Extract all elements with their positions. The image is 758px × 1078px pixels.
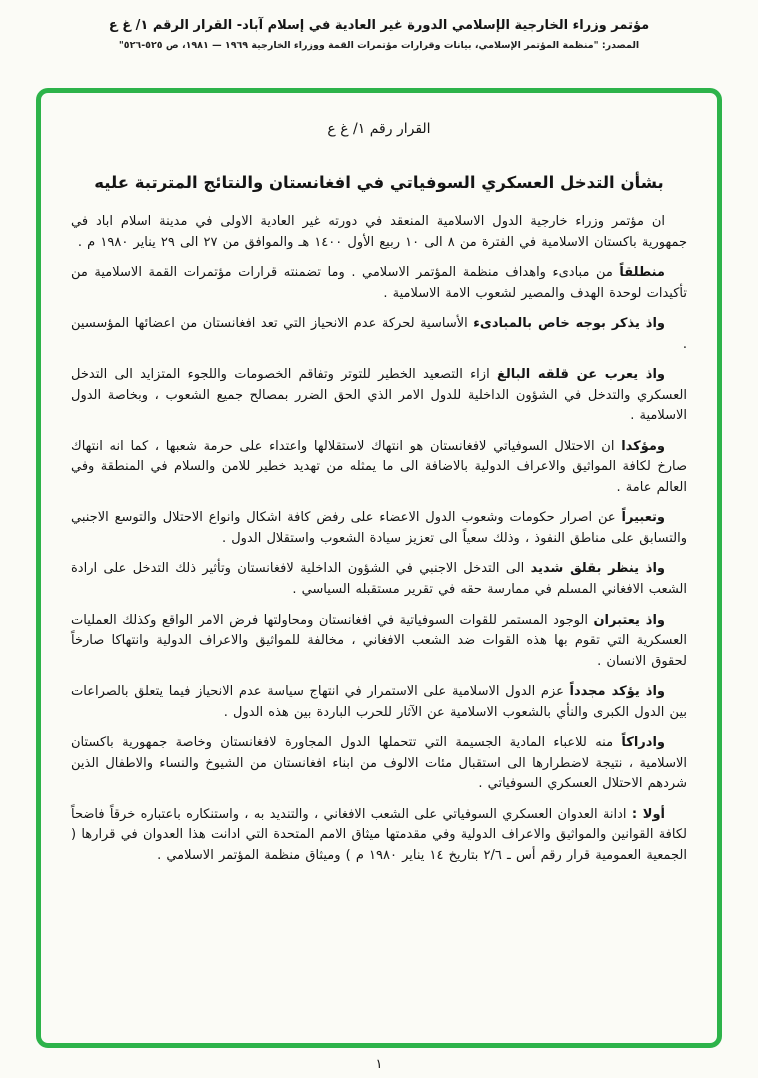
page-header <box>0 0 758 51</box>
paragraph-lead: واذ يؤكد مجدداً <box>569 684 665 700</box>
paragraph <box>71 805 687 867</box>
page-footer <box>0 1057 758 1072</box>
paragraph <box>71 212 687 253</box>
paragraph <box>71 682 687 723</box>
paragraph <box>71 508 687 549</box>
paragraph-lead: واذ يعتبران <box>593 612 665 628</box>
page-number: ١ <box>375 1057 383 1072</box>
document-title: بشأن التدخل العسكري السوفياتي في افغانستان والنتائج المترتبة عليه <box>94 173 664 192</box>
paragraph <box>71 263 687 304</box>
paragraph-lead: واذ ينظر بقلق شديد <box>530 561 665 577</box>
paragraph-text: من مبادىء واهداف منظمة المؤتمر الاسلامي . وما تضمنته قرارات مؤتمرات القمة الاسلامية من تأكيدات لوحدة الهدف والمصير لشعوب الامة الاسلامية . <box>71 265 687 301</box>
resolution-number: القرار رقم ١/ غ ع <box>327 121 431 137</box>
paragraph <box>71 365 687 427</box>
paragraph-text: عزم الدول الاسلامية على الاستمرار في انتهاج سياسة عدم الانحياز فيما يتعلق بالصراعات بين الدول الكبرى والنأي بالشعوب الاسلامية عن الآثار للحرب الباردة بين هذه الدول . <box>71 684 687 720</box>
header-title: مؤتمر وزراء الخارجية الإسلامي الدورة غير العادية في إسلام آباد- القرار الرقم ١/ غ ع <box>108 18 650 33</box>
paragraph <box>71 733 687 795</box>
paragraph-text: ان الاحتلال السوفياتي لافغانستان هو انتهاك لاستقلالها واعتداء على حرمة شعبها ، كما انه انتهاك صارخ لكافة المواثيق والاعراف الدولية بالاضافة الى ما يمثله من تهديد خطير للامن والسلام في المنطقة وفي العالم عامة . <box>71 438 687 495</box>
paragraph-lead: أولا : <box>631 806 665 822</box>
paragraph-text: الوجود المستمر للقوات السوفياتية في افغانستان ومحاولتها فرض الامر الواقع وكذلك العمليات العسكرية التي تقوم بها هذه القوات ضد الشعب الافغاني ، مخالفة للمواثيق والاعراف الدولية وانتهاكا صارخاً لحقوق الانسان . <box>71 612 687 669</box>
paragraph-lead: واذ يعرب عن قلقه البالغ <box>496 367 666 383</box>
paragraph-lead: واذ يذكر بوجه خاص بالمبادىء <box>473 316 665 332</box>
document-frame <box>36 88 722 1048</box>
paragraph-text: ازاء التصعيد الخطير للتوتر وتفاقم الخصومات واللجوء المتزايد الى التدخل العسكري والتدخل في الشؤون الداخلية للدول الامر الذي الحق الضرر بمصالح جميع الشعوب ، وبخاصة الدول الاسلامية . <box>71 367 687 424</box>
paragraph <box>71 611 687 673</box>
paragraph-lead: ومؤكدا <box>621 438 665 454</box>
document-body <box>71 212 687 866</box>
paragraph-lead: وادراكاً <box>621 735 665 751</box>
paragraph <box>71 314 687 355</box>
paragraph-text: منه للاعباء المادية الجسيمة التي تتحملها الدول المجاورة لافغانستان وخاصة جمهورية باكستان الاسلامية ، نتيجة لاضطرارها الى استقبال مئات الالوف من ابناء افغانستان من الشيوخ والنساء والاطفال الذين شردهم الاحتلال العسكري السوفياتي . <box>71 735 687 792</box>
paragraph-text: الأساسية لحركة عدم الانحياز التي تعد افغانستان من اعضائها المؤسسين . <box>71 316 687 352</box>
paragraph-text: ان مؤتمر وزراء خارجية الدول الاسلامية المنعقد في دورته غير العادية الاولى في مدينة اسلام اباد في جمهورية باكستان الاسلامية في الفترة من ٨ الى ١٠ ربيع الأول ١٤٠٠ هـ والموافق من ٢٧ الى ٢٩ يناير ١٩٨٠ م . <box>71 214 687 250</box>
paragraph-lead: وتعبيراً <box>621 510 665 526</box>
paragraph-text: ادانة العدوان العسكري السوفياتي على الشعب الافغاني ، والتنديد به ، واستنكاره باعتباره خرقاً فاضحاً لكافة القوانين والمواثيق والاعراف الدولية وفي مقدمتها ميثاق الامم المتحدة التي ادانت هذا العدوان في قرارها ( الجمعية العمومية قرار رقم أس ـ ٢/٦ بتاريخ ١٤ يناير ١٩٨٠ م ) وميثاق منظمة المؤتمر الاسلامي . <box>71 806 687 863</box>
paragraph-lead: منطلقاً <box>619 265 665 281</box>
paragraph-text: الى التدخل الاجنبي في الشؤون الداخلية لافغانستان وتأثير ذلك التدخل على ارادة الشعب الافغاني المسلم في ممارسة حقه في تقرير مستقبله السياسي . <box>71 561 687 597</box>
header-source: المصدر: "منظمة المؤتمر الإسلامي، بيانات وقرارات مؤتمرات القمة ووزراء الخارجية ١٩٦٩ — ١٩٨١، ص ٥٢٥-٥٢٦" <box>118 40 640 51</box>
paragraph <box>71 559 687 600</box>
paragraph <box>71 437 687 499</box>
paragraph-text: عن اصرار حكومات وشعوب الدول الاعضاء على رفض كافة اشكال وانواع الاحتلال والتوسع الاجنبي والتسابق على مناطق النفوذ ، وذلك سعياً الى تعزيز سيادة الشعوب واستقلال الدول . <box>71 510 687 546</box>
